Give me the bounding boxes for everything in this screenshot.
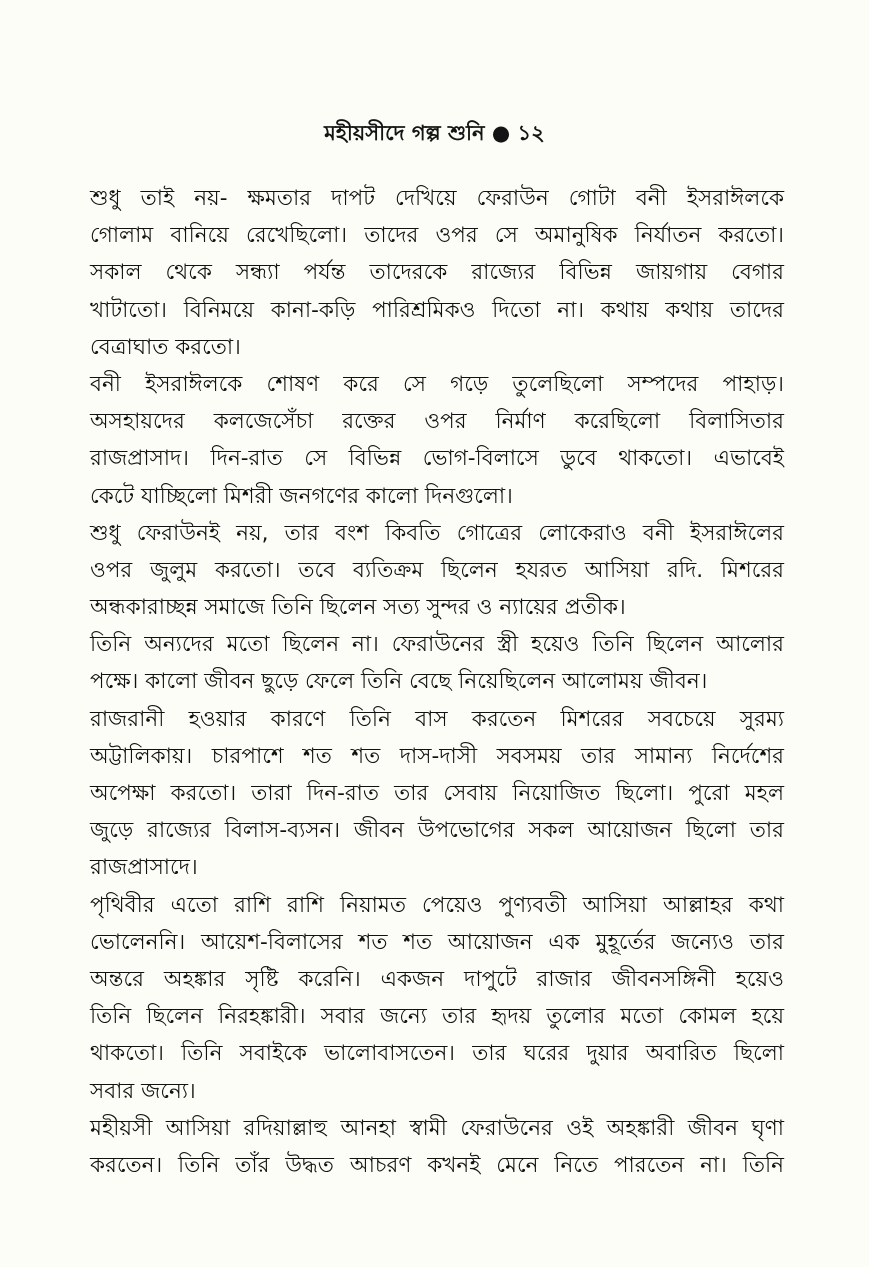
text-line: তিনি অন্যদের মতো ছিলেন না। ফেরাউনের স্ত্রী হয়েও তিনি ছিলেন আলোর [90,632,784,658]
text-line: সবার জন্যে। [90,1078,196,1104]
text-line: সকাল থেকে সন্ধ্যা পর্যন্ত তাদেরকে রাজ্যের বিভিন্ন জায়গায় বেগার [90,260,784,286]
text-line: বেত্রাঘাত করতো। [90,334,241,360]
paragraph-4 [90,626,784,700]
text-line: জুড়ে রাজ্যের বিলাস-ব্যসন। জীবন উপভোগের সকল আয়োজন ছিলো তার [90,818,784,844]
paragraph-7 [90,1110,784,1184]
text-line: ভোলেননি। আয়েশ-বিলাসের শত শত আয়োজন এক মুহূর্তের জন্যেও তার [90,929,784,955]
text-line: করতেন। তিনি তাঁর উদ্ধত আচরণ কখনই মেনে নিতে পারতেন না। তিনি [90,1152,784,1178]
text-line: ওপর জুলুম করতো। তবে ব্যতিক্রম ছিলেন হযরত আসিয়া রদি. মিশরের [90,557,784,583]
text-line: রাজরানী হওয়ার কারণে তিনি বাস করতেন মিশরের সবচেয়ে সুরম্য [90,706,784,732]
paragraph-6 [90,887,784,1110]
text-line: অট্টালিকায়। চারপাশে শত শত দাস-দাসী সবসময় তার সামান্য নির্দেশের [90,743,784,769]
text-line: অন্তরে অহঙ্কার সৃষ্টি করেনি। একজন দাপুটে রাজার জীবনসঙ্গিনী হয়েও [90,966,784,992]
text-line: শুধু তাই নয়- ক্ষমতার দাপট দেখিয়ে ফেরাউন গোটা বনী ইসরাঈলকে [90,186,784,211]
text-line: পৃথিবীর এতো রাশি রাশি নিয়ামত পেয়েও পুণ্যবতী আসিয়া আল্লাহর কথা [90,892,784,918]
paragraph-3 [90,515,784,627]
text-line: অপেক্ষা করতো। তারা দিন-রাত তার সেবায় নিয়োজিত ছিলো। পুরো মহল [90,781,784,806]
text-line: রাজপ্রাসাদে। [90,855,198,881]
text-line: থাকতো। তিনি সবাইকে ভালোবাসতেন। তার ঘরের দুয়ার অবারিত ছিলো [90,1041,784,1067]
text-line: গোলাম বানিয়ে রেখেছিলো। তাদের ওপর সে অমানুষিক নির্যাতন করতো। [90,223,784,249]
text-line: বনী ইসরাঈলকে শোষণ করে সে গড়ে তুলেছিলো সম্পদের পাহাড়। [90,371,784,397]
text-line: অন্ধকারাচ্ছন্ন সমাজে তিনি ছিলেন সত্য সুন্দর ও ন্যায়ের প্রতীক। [90,595,626,621]
paragraph-5 [90,701,784,887]
text-line: রাজপ্রাসাদ। দিন-রাত সে বিভিন্ন ভোগ-বিলাসে ডুবে থাকতো। এভাবেই [90,446,784,472]
text-line: মহীয়সী আসিয়া রদিয়াল্লাহু আনহা স্বামী ফেরাউনের ওই অহঙ্কারী জীবন ঘৃণা [90,1115,784,1141]
paragraph-2 [90,366,784,515]
text-line: কেটে যাচ্ছিলো মিশরী জনগণের কালো দিনগুলো। [90,483,513,509]
text-line: অসহায়দের কলজেসেঁচা রক্তের ওপর নির্মাণ করেছিলো বিলাসিতার [90,409,784,435]
text-line: পক্ষে। কালো জীবন ছুড়ে ফেলে তিনি বেছে নিয়েছিলেন আলোময় জীবন। [90,669,708,695]
text-line: খাটাতো। বিনিময়ে কানা-কড়ি পারিশ্রমিকও দিতো না। কথায় কথায় তাদের [90,297,784,323]
paragraph-1 [90,180,784,366]
text-line: তিনি ছিলেন নিরহঙ্কারী। সবার জন্যে তার হৃদয় তুলোর মতো কোমল হয়ে [90,1004,784,1030]
body-text [90,180,784,1184]
text-line: শুধু ফেরাউনই নয়, তার বংশ কিবতি গোত্রের লোকেরাও বনী ইসরাঈলের [90,520,784,546]
running-header: মহীয়সীদে গল্প শুনি ● ১২ [324,120,545,145]
